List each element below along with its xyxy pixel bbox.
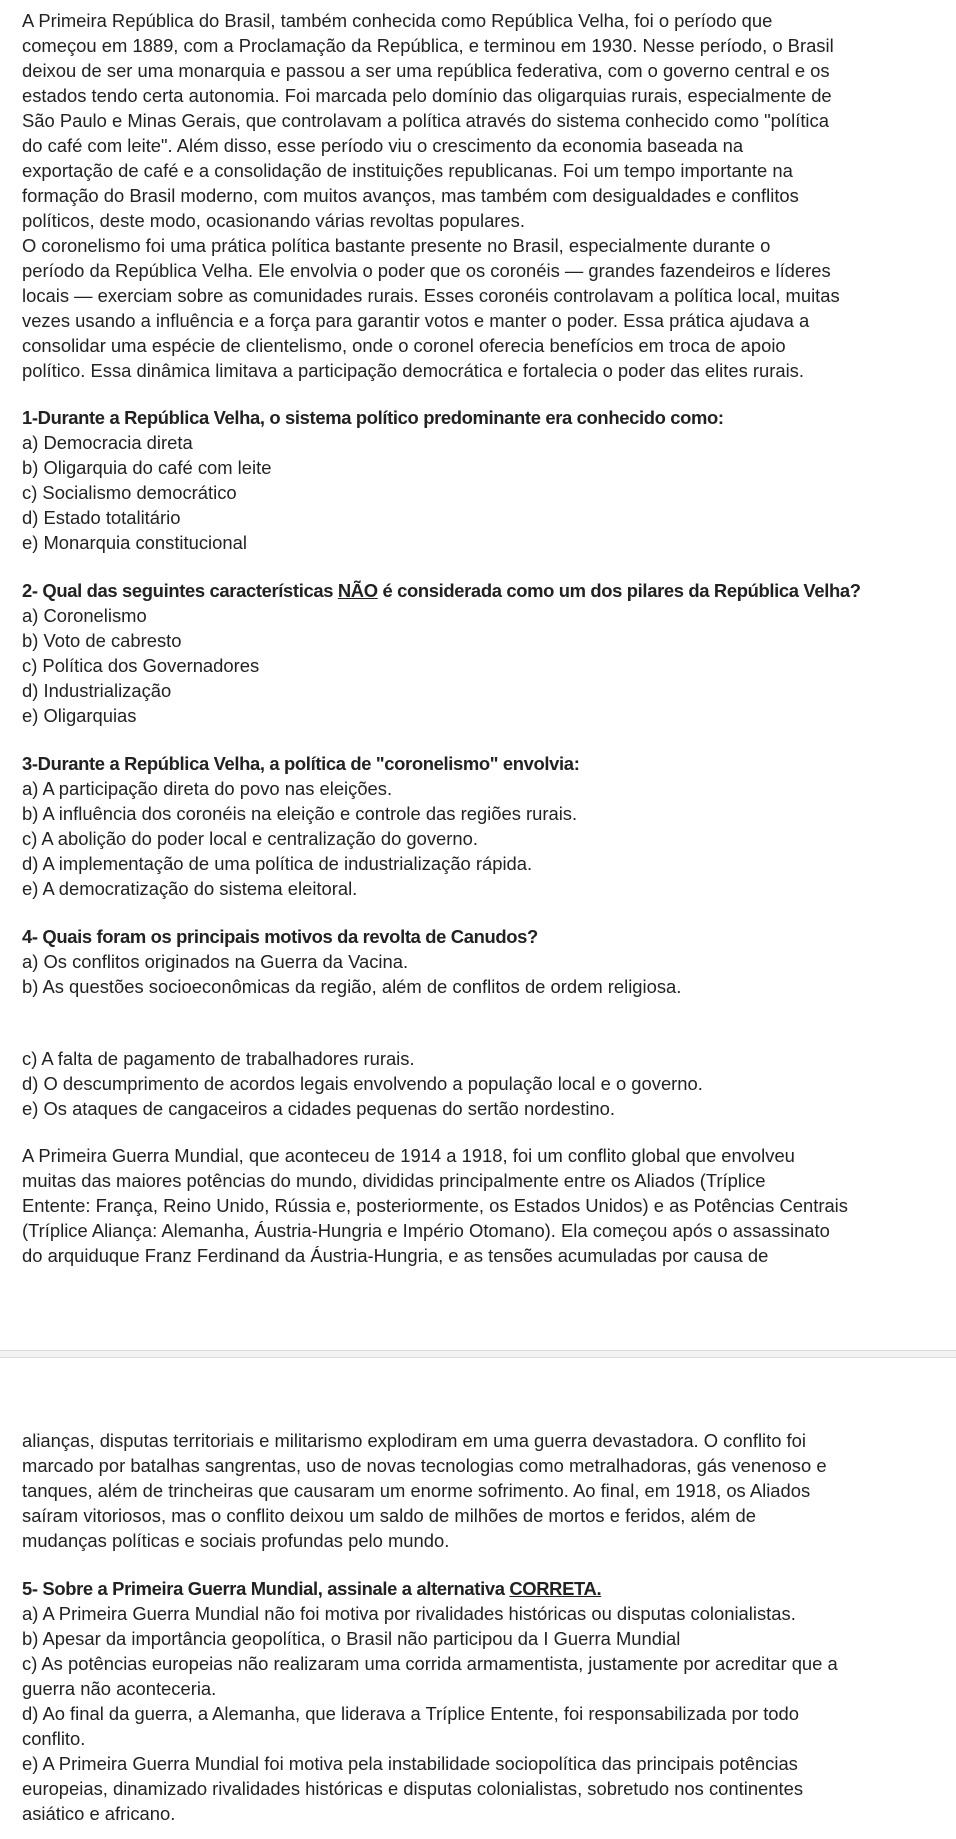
text-line: mudanças políticas e sociais profundas pelo mundo. [22, 1530, 450, 1551]
question-1-option-a: a) Democracia direta [22, 432, 193, 453]
question-5-option-e-continued: asiático e africano. [22, 1803, 176, 1824]
text-line: O coronelismo foi uma prática política bastante presente no Brasil, especialmente durante o [22, 235, 771, 256]
question-2-title-emphasis: NÃO [337, 580, 378, 601]
ww1-paragraph-end [22, 1428, 938, 1553]
question-1 [22, 405, 938, 555]
question-3 [22, 751, 938, 901]
question-3-option-b: b) A influência dos coronéis na eleição e controle das regiões rurais. [22, 803, 578, 824]
question-5-title-emphasis: CORRETA. [509, 1578, 602, 1599]
text-line: políticos, deste modo, ocasionando várias revoltas populares. [22, 210, 525, 231]
question-1-option-c: c) Socialismo democrático [22, 482, 237, 503]
question-4-option-e: e) Os ataques de cangaceiros a cidades pequenas do sertão nordestino. [22, 1098, 615, 1119]
question-5 [22, 1576, 938, 1826]
intro-paragraph [22, 8, 938, 233]
question-4-option-d: d) O descumprimento de acordos legais envolvendo a população local e o governo. [22, 1073, 703, 1094]
text-line: Entente: França, Reino Unido, Rússia e, posteriormente, os Estados Unidos) e as Potências Centrais [22, 1195, 848, 1216]
question-4-option-b: b) As questões socioeconômicas da região, além de conflitos de ordem religiosa. [22, 976, 682, 997]
question-4-option-c: c) A falta de pagamento de trabalhadores rurais. [22, 1048, 415, 1069]
ww1-paragraph-start [22, 1143, 938, 1268]
question-5-title-start: 5- Sobre a Primeira Guerra Mundial, assinale a alternativa [22, 1578, 510, 1599]
question-5-title [22, 1576, 938, 1601]
question-1-option-b: b) Oligarquia do café com leite [22, 457, 272, 478]
question-2-option-e: e) Oligarquias [22, 705, 137, 726]
question-3-option-c: c) A abolição do poder local e centralização do governo. [22, 828, 478, 849]
question-4-continued [22, 1046, 938, 1121]
text-line: muitas das maiores potências do mundo, divididas principalmente entre os Aliados (Tríplice [22, 1170, 766, 1191]
question-2-option-a: a) Coronelismo [22, 605, 147, 626]
question-2-title [22, 578, 938, 603]
text-line: formação do Brasil moderno, com muitos avanços, mas também com desigualdades e conflitos [22, 185, 799, 206]
text-line: (Tríplice Aliança: Alemanha, Áustria-Hungria e Império Otomano). Ela começou após o assassinato [22, 1220, 830, 1241]
question-5-option-d: d) Ao final da guerra, a Alemanha, que liderava a Tríplice Entente, foi responsabilizada por todo [22, 1703, 799, 1724]
question-5-option-a: a) A Primeira Guerra Mundial não foi motiva por rivalidades históricas ou disputas colonialistas. [22, 1603, 796, 1624]
text-line: São Paulo e Minas Gerais, que controlavam a política através do sistema conhecido como "política [22, 110, 829, 131]
text-line: período da República Velha. Ele envolvia o poder que os coronéis — grandes fazendeiros e líderes [22, 260, 831, 281]
question-3-option-a: a) A participação direta do povo nas eleições. [22, 778, 393, 799]
question-2 [22, 578, 938, 728]
question-2-option-d: d) Industrialização [22, 680, 172, 701]
text-line: marcado por batalhas sangrentas, uso de novas tecnologias como metralhadoras, gás venenoso e [22, 1455, 827, 1476]
question-4-option-a: a) Os conflitos originados na Guerra da Vacina. [22, 951, 409, 972]
text-line: político. Essa dinâmica limitava a participação democrática e fortalecia o poder das elites rurais. [22, 360, 804, 381]
text-line: tanques, além de trincheiras que causaram um enorme sofrimento. Ao final, em 1918, os Aliados [22, 1480, 811, 1501]
question-1-option-d: d) Estado totalitário [22, 507, 181, 528]
text-line: locais — exerciam sobre as comunidades rurais. Esses coronéis controlavam a política local, muitas [22, 285, 840, 306]
question-2-option-b: b) Voto de cabresto [22, 630, 182, 651]
document-page-2 [0, 1358, 956, 1839]
text-line: começou em 1889, com a Proclamação da República, e terminou em 1930. Nesse período, o Brasil [22, 35, 834, 56]
question-5-option-e: e) A Primeira Guerra Mundial foi motiva pela instabilidade sociopolítica das principais potências [22, 1753, 798, 1774]
question-2-title-start: 2- Qual das seguintes características [22, 580, 338, 601]
text-line: exportação de café e a consolidação de instituições republicanas. Foi um tempo importante na [22, 160, 793, 181]
question-5-option-b: b) Apesar da importância geopolítica, o Brasil não participou da I Guerra Mundial [22, 1628, 681, 1649]
question-5-option-d-continued: conflito. [22, 1728, 86, 1749]
text-line: vezes usando a influência e a força para garantir votos e manter o poder. Essa prática ajudava a [22, 310, 810, 331]
question-3-option-d: d) A implementação de uma política de industrialização rápida. [22, 853, 533, 874]
question-5-option-c: c) As potências europeias não realizaram uma corrida armamentista, justamente por acreditar que a [22, 1653, 838, 1674]
text-line: A Primeira República do Brasil, também conhecida como República Velha, foi o período que [22, 10, 773, 31]
coronelismo-paragraph [22, 233, 938, 383]
page-break [0, 1350, 956, 1358]
question-1-option-e: e) Monarquia constitucional [22, 532, 247, 553]
text-line: do café com leite". Além disso, esse período viu o crescimento da economia baseada na [22, 135, 744, 156]
text-line: estados tendo certa autonomia. Foi marcada pelo domínio das oligarquias rurais, especialmente de [22, 85, 832, 106]
question-5-option-c-continued: guerra não aconteceria. [22, 1678, 217, 1699]
text-line: do arquiduque Franz Ferdinand da Áustria-Hungria, e as tensões acumuladas por causa de [22, 1245, 769, 1266]
question-4-title: 4- Quais foram os principais motivos da revolta de Canudos? [22, 926, 538, 947]
text-line: deixou de ser uma monarquia e passou a ser uma república federativa, com o governo central e os [22, 60, 830, 81]
text-line: A Primeira Guerra Mundial, que aconteceu de 1914 a 1918, foi um conflito global que envolveu [22, 1145, 795, 1166]
question-4 [22, 924, 938, 999]
question-1-title: 1-Durante a República Velha, o sistema político predominante era conhecido como: [22, 407, 724, 428]
text-line: consolidar uma espécie de clientelismo, onde o coronel oferecia benefícios em troca de apoio [22, 335, 786, 356]
question-3-title: 3-Durante a República Velha, a política de "coronelismo" envolvia: [22, 753, 580, 774]
text-line: saíram vitoriosos, mas o conflito deixou um saldo de milhões de mortos e feridos, além de [22, 1505, 756, 1526]
question-2-title-end: é considerada como um dos pilares da República Velha? [377, 580, 861, 601]
question-2-option-c: c) Política dos Governadores [22, 655, 260, 676]
question-5-option-e-continued: europeias, dinamizado rivalidades históricas e disputas colonialistas, sobretudo nos continentes [22, 1778, 804, 1799]
text-line: alianças, disputas territoriais e militarismo explodiram em uma guerra devastadora. O conflito foi [22, 1430, 806, 1451]
question-3-option-e: e) A democratização do sistema eleitoral. [22, 878, 358, 899]
